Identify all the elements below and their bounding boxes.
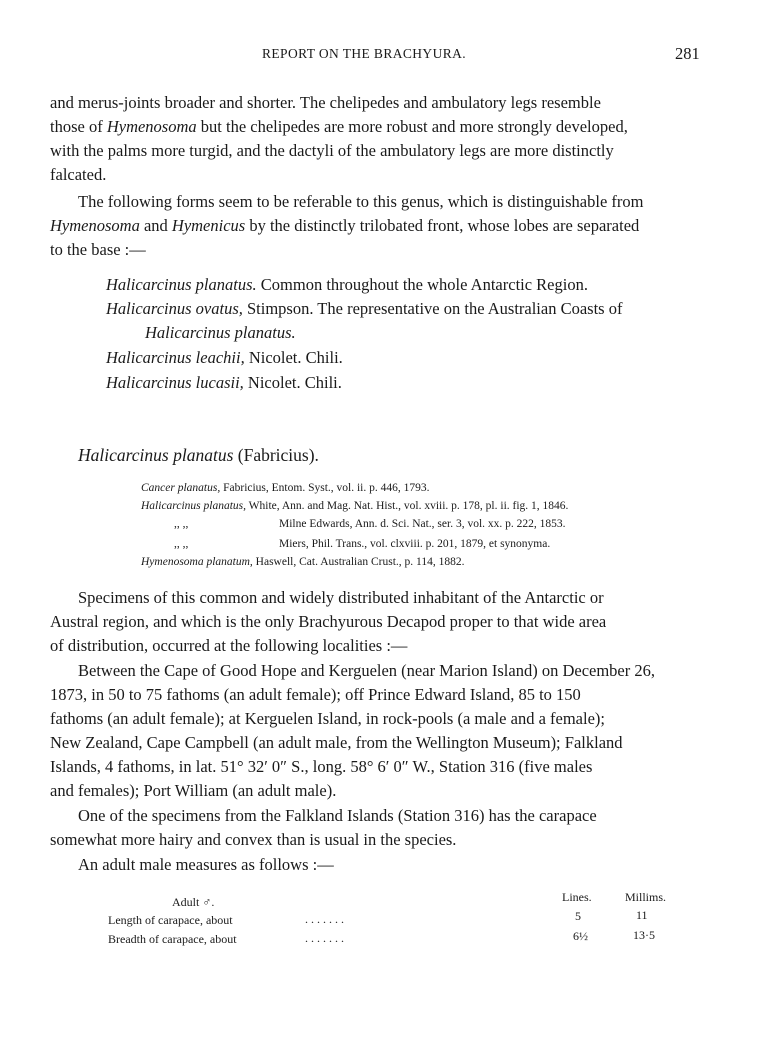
synonym-reference: Miers, Phil. Trans., vol. clxviii. p. 201, 1879, et synonyma. [279, 538, 551, 550]
text-run: Austral region, and which is the only Brachyurous Decapod proper to that wide area [50, 612, 607, 631]
form-description: Nicolet. Chili. [244, 348, 343, 367]
taxon-name: Halicarcinus leachii, [106, 348, 245, 367]
text-line [50, 830, 456, 850]
table-cell-lines: 5 [575, 909, 581, 923]
running-header-title: REPORT ON THE BRACHYURA. [262, 46, 467, 61]
form-entry [106, 299, 622, 319]
table-row-label: Length of carapace, about [108, 913, 233, 927]
text-run: to the base :— [50, 240, 146, 259]
text-line [50, 781, 336, 801]
table-caption: Adult ♂. [172, 895, 215, 909]
text-run: New Zealand, Cape Campbell (an adult male, from the Wellington Museum); Falkland [50, 733, 623, 752]
species-heading [78, 445, 319, 465]
text-line [50, 709, 605, 729]
text-run: with the palms more turgid, and the dactyli of the ambulatory legs are more distinctly [50, 141, 614, 160]
form-entry [106, 348, 343, 368]
synonym-reference: Haswell, Cat. Australian Crust., p. 114, 1882. [252, 556, 465, 568]
taxon-name: Halicarcinus planatus, [141, 500, 246, 512]
text-run: of distribution, occurred at the following localities :— [50, 636, 408, 655]
text-line [78, 192, 643, 212]
table-header-millims: Millims. [625, 890, 667, 904]
text-run: somewhat more hairy and convex than is usual in the species. [50, 830, 457, 849]
taxon-name: Halicarcinus lucasii, [106, 373, 244, 392]
synonym-entry [141, 481, 429, 495]
text-line [50, 636, 407, 656]
text-line [50, 240, 146, 260]
table-row-leader: . . . . . . . [305, 912, 344, 926]
text-run: and females); Port William (an adult male). [50, 781, 337, 800]
synonym-reference: White, Ann. and Mag. Nat. Hist., vol. xviii. p. 178, pl. ii. fig. 1, 1846. [246, 500, 569, 512]
text-run: The following forms seem to be referable to this genus, which is distinguishable from [78, 192, 644, 211]
taxon-name: Hymenosoma planatum, [141, 556, 253, 568]
taxon-name: Hymenosoma [50, 216, 140, 235]
page-number: 281 [675, 44, 700, 63]
text-line [50, 733, 728, 753]
table-cell-millims: 11 [636, 908, 648, 922]
text-line [78, 855, 334, 875]
taxon-name: Hymenosoma [106, 117, 197, 136]
text-line [50, 117, 628, 137]
text-line [50, 141, 614, 161]
taxon-name: Halicarcinus ovatus, [106, 299, 243, 318]
text-run: One of the specimens from the Falkland Islands (Station 316) has the carapace [78, 806, 597, 825]
text-run: falcated. [50, 165, 107, 184]
form-entry-continued [145, 323, 296, 343]
synonym-entry [141, 499, 568, 513]
text-line [78, 588, 728, 608]
text-line [50, 757, 728, 777]
table-header-lines: Lines. [562, 890, 592, 904]
synonym-reference: Milne Edwards, Ann. d. Sci. Nat., ser. 3, vol. xx. p. 222, 1853. [279, 518, 566, 530]
text-run: by the distinctly trilobated front, whose lobes are separated [245, 216, 640, 235]
table-row-label: Breadth of carapace, about [108, 932, 237, 946]
text-run: 1873, in 50 to 75 fathoms (an adult female); off Prince Edward Island, 85 to 150 [50, 685, 581, 704]
text-run: and [139, 216, 172, 235]
text-run: fathoms (an adult female); at Kerguelen Island, in rock-pools (a male and a female); [50, 709, 605, 728]
text-line [50, 612, 728, 632]
species-authority: (Fabricius). [233, 445, 319, 465]
synonym-ditto-marks: ,, ,, [174, 538, 189, 550]
taxon-name: Halicarcinus planatus. [145, 323, 296, 342]
table-cell-lines: 6½ [573, 929, 588, 943]
synonym-ditto-marks: ,, ,, [174, 518, 189, 530]
form-description: Stimpson. The representative on the Australian Coasts of [242, 299, 623, 318]
form-description: Common throughout the whole Antarctic Region. [256, 275, 588, 294]
form-entry [106, 373, 342, 393]
text-run: Specimens of this common and widely distributed inhabitant of the Antarctic or [78, 588, 604, 607]
text-run: those of [50, 117, 107, 136]
text-run: but the chelipedes are more robust and more strongly developed, [196, 117, 628, 136]
text-line [78, 661, 728, 681]
text-line [50, 165, 106, 185]
synonym-reference: Fabricius, Entom. Syst., vol. ii. p. 446, 1793. [220, 482, 430, 494]
taxon-name: Halicarcinus planatus. [106, 275, 257, 294]
text-line [50, 216, 639, 236]
table-row-leader: . . . . . . . [305, 931, 344, 945]
text-run: An adult male measures as follows :— [78, 855, 334, 874]
text-line [50, 685, 728, 705]
taxon-name: Halicarcinus planatus [78, 445, 234, 465]
text-run: Between the Cape of Good Hope and Kerguelen (near Marion Island) on December 26, [78, 661, 655, 680]
synonym-entry [141, 555, 464, 569]
form-entry [106, 275, 588, 295]
text-line [50, 93, 728, 113]
text-run: and merus-joints broader and shorter. The chelipedes and ambulatory legs resemble [50, 93, 601, 112]
table-cell-millims: 13·5 [633, 928, 655, 942]
taxon-name: Cancer planatus, [141, 482, 221, 494]
text-run: Islands, 4 fathoms, in lat. 51° 32′ 0″ S., long. 58° 6′ 0″ W., Station 316 (five males [50, 757, 593, 776]
taxon-name: Hymenicus [171, 216, 246, 235]
text-line [78, 806, 728, 826]
form-description: Nicolet. Chili. [243, 373, 342, 392]
